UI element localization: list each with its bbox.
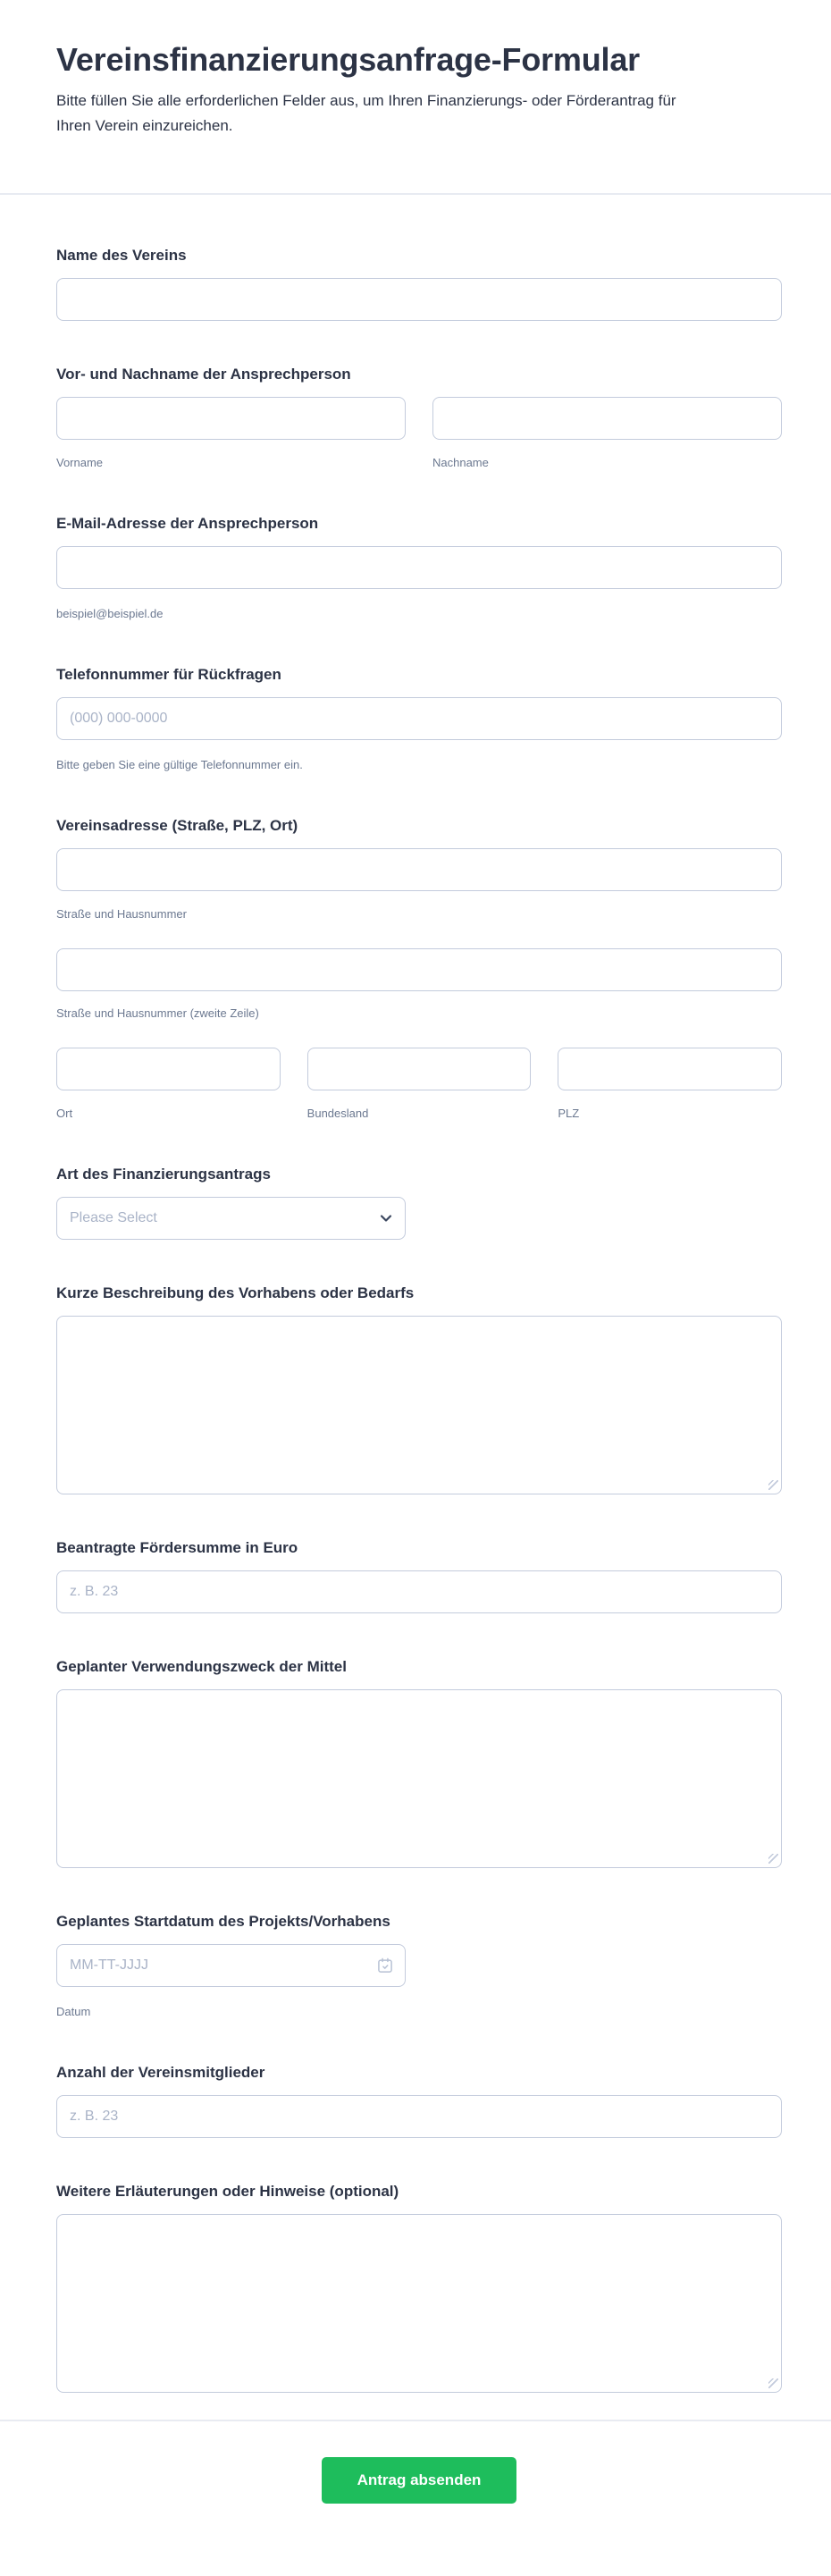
email-input[interactable] bbox=[56, 546, 782, 589]
header-divider bbox=[0, 193, 831, 195]
amount-label: Beantragte Fördersumme in Euro bbox=[56, 1539, 298, 1556]
notes-label: Weitere Erläuterungen oder Hinweise (optional) bbox=[56, 2183, 399, 2200]
address-state-sublabel: Bundesland bbox=[306, 1107, 369, 1120]
submit-button[interactable]: Antrag absenden bbox=[322, 2457, 517, 2504]
phone-label: Telefonnummer für Rückfragen bbox=[56, 666, 281, 683]
question-email bbox=[56, 515, 782, 621]
description-label: Kurze Beschreibung des Vorhabens oder Bedarfs bbox=[56, 1284, 415, 1301]
question-purpose bbox=[56, 1658, 782, 1868]
first-name-sublabel: Vorname bbox=[56, 456, 104, 469]
question-member-count bbox=[56, 2064, 782, 2138]
chevron-down-icon bbox=[379, 1211, 393, 1225]
question-club-name bbox=[56, 247, 782, 321]
contact-name-label: Vor- und Nachname der Ansprechperson bbox=[56, 366, 351, 383]
first-name-input[interactable] bbox=[56, 397, 406, 440]
address-city-input[interactable] bbox=[56, 1048, 281, 1090]
question-address bbox=[56, 817, 782, 1121]
member-count-label: Anzahl der Vereinsmitglieder bbox=[56, 2064, 265, 2081]
footer-divider bbox=[0, 2420, 831, 2421]
question-description bbox=[56, 1284, 782, 1494]
address-label: Vereinsadresse (Straße, PLZ, Ort) bbox=[56, 817, 298, 834]
description-textarea[interactable] bbox=[56, 1316, 782, 1494]
form-body bbox=[0, 247, 831, 2393]
address-line1-input[interactable] bbox=[56, 848, 782, 891]
phone-input[interactable] bbox=[56, 697, 782, 740]
form-header bbox=[56, 0, 782, 139]
question-contact-name bbox=[56, 366, 782, 470]
address-line2-sublabel: Straße und Hausnummer (zweite Zeile) bbox=[56, 1006, 259, 1020]
question-amount bbox=[56, 1539, 782, 1613]
funding-type-placeholder: Please Select bbox=[70, 1210, 157, 1225]
page-title: Vereinsfinanzierungsanfrage-Formular bbox=[56, 41, 640, 78]
form-page bbox=[0, 0, 831, 139]
address-city-sublabel: Ort bbox=[56, 1107, 73, 1120]
funding-type-select[interactable] bbox=[56, 1197, 406, 1240]
question-notes bbox=[56, 2183, 782, 2393]
amount-input[interactable] bbox=[56, 1570, 782, 1613]
phone-hint: Bitte geben Sie eine gültige Telefonnummer ein. bbox=[56, 758, 303, 771]
address-zip-input[interactable] bbox=[558, 1048, 782, 1090]
funding-type-label: Art des Finanzierungsantrags bbox=[56, 1166, 271, 1183]
page-subtitle: Bitte füllen Sie alle erforderlichen Felder aus, um Ihren Finanzierungs- oder Förderantrag für Ihren Verein einzureichen. bbox=[56, 92, 676, 134]
last-name-sublabel: Nachname bbox=[432, 456, 489, 469]
purpose-label: Geplanter Verwendungszweck der Mittel bbox=[56, 1658, 347, 1675]
last-name-input[interactable] bbox=[432, 397, 782, 440]
address-state-input[interactable] bbox=[307, 1048, 532, 1090]
club-name-input[interactable] bbox=[56, 278, 782, 321]
question-phone bbox=[56, 666, 782, 772]
club-name-label: Name des Vereins bbox=[56, 247, 187, 264]
address-line2-input[interactable] bbox=[56, 948, 782, 991]
email-label: E-Mail-Adresse der Ansprechperson bbox=[56, 515, 319, 532]
start-date-input[interactable] bbox=[56, 1944, 406, 1987]
email-hint: beispiel@beispiel.de bbox=[56, 607, 164, 620]
notes-textarea[interactable] bbox=[56, 2214, 782, 2393]
member-count-input[interactable] bbox=[56, 2095, 782, 2138]
question-funding-type bbox=[56, 1166, 782, 1240]
purpose-textarea[interactable] bbox=[56, 1689, 782, 1868]
form-footer bbox=[0, 2457, 831, 2553]
address-zip-sublabel: PLZ bbox=[558, 1107, 580, 1120]
start-date-hint: Datum bbox=[56, 2005, 91, 2018]
address-line1-sublabel: Straße und Hausnummer bbox=[56, 907, 187, 921]
start-date-label: Geplantes Startdatum des Projekts/Vorhabens bbox=[56, 1913, 390, 1930]
question-start-date bbox=[56, 1913, 782, 2019]
